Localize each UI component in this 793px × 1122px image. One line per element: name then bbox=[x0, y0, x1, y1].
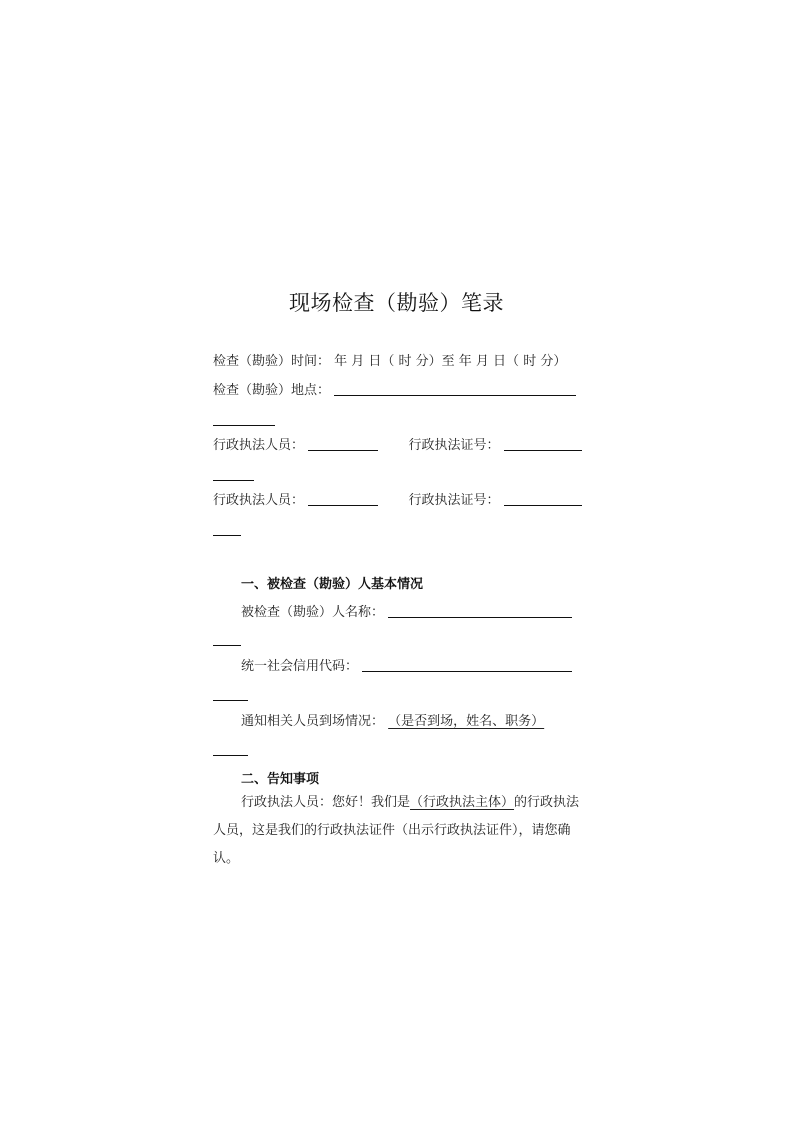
inspected-name-label: 被检查（勘验）人名称： bbox=[241, 605, 385, 620]
inspected-name-blank[interactable] bbox=[388, 603, 572, 618]
certificate-number-blank-2-continued bbox=[213, 534, 241, 536]
notice-text-part2: 的行政执法人员，这是我们的行政执法证件（出示行政执法证件），请您确认。 bbox=[213, 795, 580, 866]
inspection-location-row bbox=[213, 381, 576, 401]
section-2-heading: 二、告知事项 bbox=[241, 772, 320, 787]
document-title: 现场检查（勘验）笔录 bbox=[289, 291, 504, 315]
certificate-label-1: 行政执法证号： bbox=[408, 438, 500, 453]
notice-paragraph bbox=[213, 789, 585, 873]
certificate-number-blank-1-continued bbox=[213, 479, 254, 481]
certificate-number-blank-2[interactable] bbox=[504, 491, 582, 506]
officer-label-1: 行政执法人员： bbox=[213, 438, 305, 453]
inspection-location-label: 检查（勘验）地点： bbox=[213, 383, 331, 398]
notify-value[interactable]: （是否到场，姓名、职务） bbox=[388, 714, 545, 729]
notify-blank-continued bbox=[213, 754, 248, 756]
notify-label: 通知相关人员到场情况： bbox=[241, 714, 385, 729]
credit-code-row bbox=[241, 657, 572, 677]
certificate-number-blank-1[interactable] bbox=[504, 436, 582, 451]
officer-name-blank-1[interactable] bbox=[308, 436, 378, 451]
officer-name-blank-2[interactable] bbox=[308, 491, 378, 506]
inspection-time-line: 检查（勘验）时间： 年 月 日（ 时 分）至 年 月 日（ 时 分） bbox=[213, 354, 567, 369]
certificate-label-2: 行政执法证号： bbox=[408, 493, 500, 508]
credit-code-blank[interactable] bbox=[362, 657, 572, 672]
inspected-name-blank-continued bbox=[213, 644, 241, 646]
credit-code-blank-continued bbox=[213, 699, 248, 701]
officer-row-1 bbox=[213, 436, 582, 456]
inspected-name-row bbox=[241, 603, 572, 623]
enforcement-subject: （行政执法主体） bbox=[410, 795, 515, 810]
inspection-location-blank-continued bbox=[213, 424, 275, 426]
inspection-location-blank[interactable] bbox=[334, 381, 576, 396]
officer-row-2 bbox=[213, 491, 582, 511]
officer-label-2: 行政执法人员： bbox=[213, 493, 305, 508]
section-1-heading: 一、被检查（勘验）人基本情况 bbox=[241, 577, 424, 592]
notify-row bbox=[241, 712, 544, 732]
notice-text-part1: 行政执法人员：您好！我们是 bbox=[241, 795, 411, 810]
credit-code-label: 统一社会信用代码： bbox=[241, 659, 359, 674]
